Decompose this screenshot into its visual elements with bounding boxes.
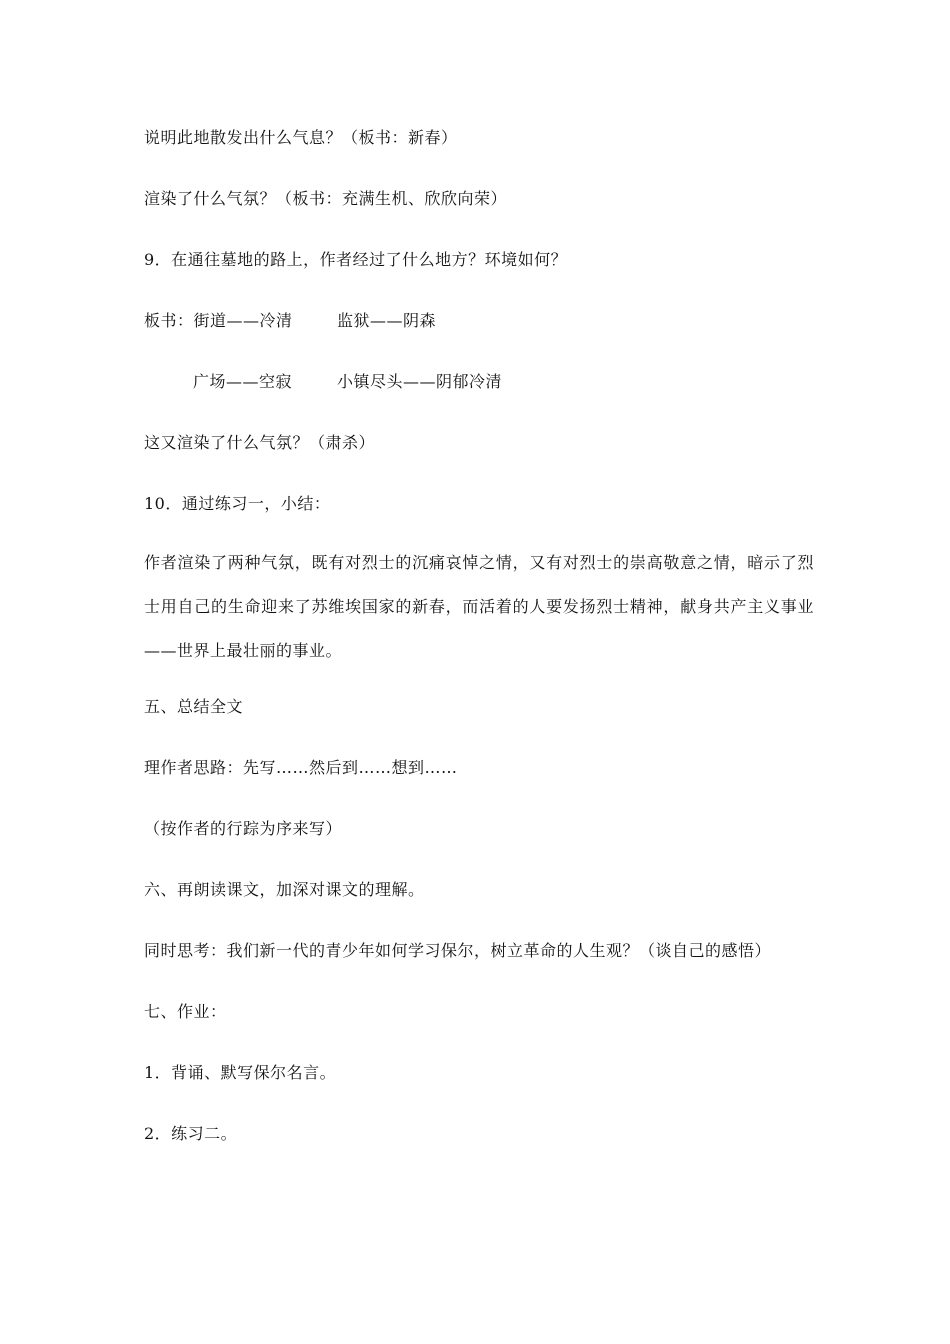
blackboard-note: 板书：街道——冷清 <box>144 311 293 330</box>
summary-paragraph: 作者渲染了两种气氛，既有对烈士的沉痛哀悼之情，又有对烈士的崇高敬意之情，暗示了烈士用自己的生命迎来了苏维埃国家的新春，而活着的人要发扬烈士精神，献身共产主义事业——世界上最壮丽的事业。 <box>144 553 814 660</box>
question-9: 9．在通往墓地的路上，作者经过了什么地方？环境如何？ <box>144 250 568 269</box>
question-10: 10．通过练习一，小结： <box>144 494 331 513</box>
section-heading: 七、作业： <box>144 1002 227 1021</box>
text-line: 同时思考：我们新一代的青少年如何学习保尔，树立革命的人生观？（谈自己的感悟） <box>144 941 772 960</box>
section-heading: 五、总结全文 <box>144 697 244 716</box>
homework-item: 1．背诵、默写保尔名言。 <box>144 1063 337 1082</box>
text-line: （按作者的行踪为序来写） <box>144 819 343 838</box>
text-line: 渲染了什么气氛？（板书：充满生机、欣欣向荣） <box>144 189 508 208</box>
section-heading: 六、再朗读课文，加深对课文的理解。 <box>144 880 425 899</box>
blackboard-note: 小镇尽头——阴郁冷清 <box>337 372 503 391</box>
homework-item: 2．练习二。 <box>144 1124 238 1143</box>
text-line: 这又渲染了什么气氛？（肃杀） <box>144 433 376 452</box>
blackboard-note: 广场——空寂 <box>193 372 293 391</box>
text-line: 理作者思路：先写……然后到……想到…… <box>144 758 458 777</box>
text-line: 说明此地散发出什么气息？（板书：新春） <box>144 128 458 147</box>
blackboard-note: 监狱——阴森 <box>337 311 437 330</box>
